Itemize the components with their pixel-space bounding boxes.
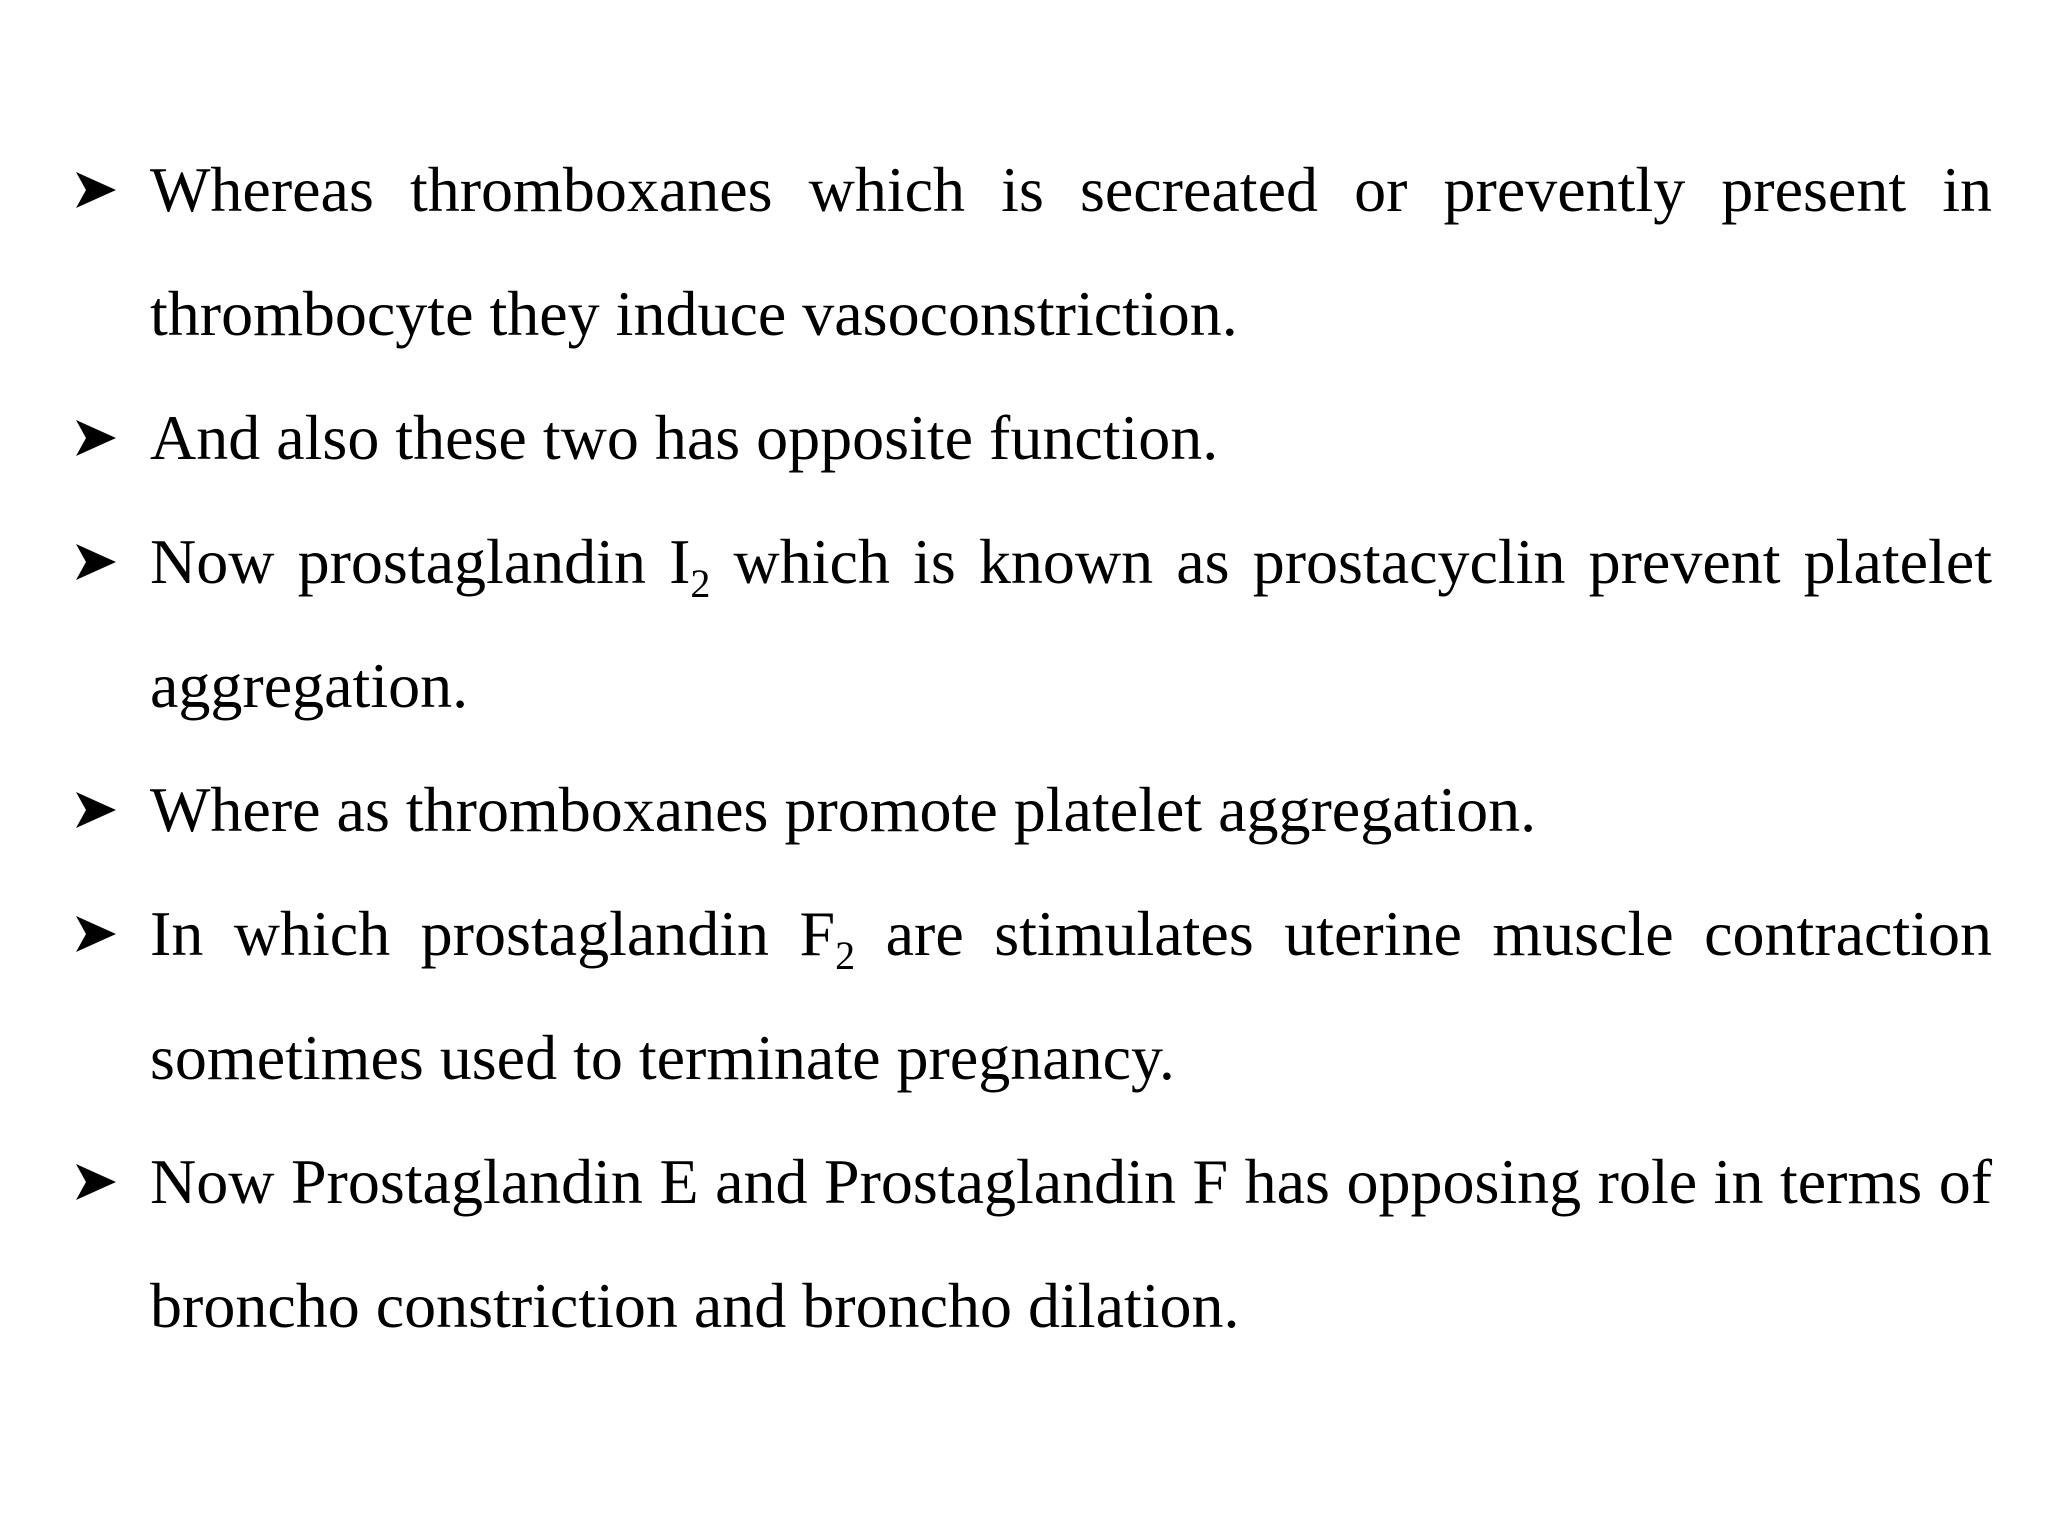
- bullet-item: [72, 128, 1992, 376]
- bullet-item: [72, 376, 1992, 500]
- arrowhead-bullet-icon: [72, 1158, 120, 1206]
- arrowhead-bullet-icon: [72, 910, 120, 958]
- bullet-item: [72, 872, 1992, 1120]
- bullet-text-before: In which prostaglandin F: [150, 898, 836, 969]
- bullet-text: Where as thromboxanes promote platelet aggregation.: [150, 774, 1537, 845]
- bullet-list: [72, 128, 1992, 1368]
- bullet-text: Now Prostaglandin E and Prostaglandin F has opposing role in terms of broncho constriction and broncho dilation.: [150, 1146, 1992, 1341]
- arrowhead-bullet-icon: [72, 538, 120, 586]
- arrowhead-bullet-icon: [72, 414, 120, 462]
- bullet-item: [72, 1120, 1992, 1368]
- bullet-item: [72, 748, 1992, 872]
- bullet-text-after: are stimulates uterine muscle contraction sometimes used to terminate pregnancy.: [150, 898, 1993, 1093]
- subscript: 2: [690, 561, 711, 606]
- bullet-text: Whereas thromboxanes which is secreated or prevently present in thrombocyte they induce vasoconstriction.: [150, 154, 1992, 349]
- subscript: 2: [835, 933, 856, 978]
- bullet-text: And also these two has opposite function.: [150, 402, 1219, 473]
- arrowhead-bullet-icon: [72, 786, 120, 834]
- bullet-text-before: Now prostaglandin I: [150, 526, 691, 597]
- bullet-item: [72, 500, 1992, 748]
- arrowhead-bullet-icon: [72, 166, 120, 214]
- bullet-text-after: which is known as prostacyclin prevent platelet aggregation.: [150, 526, 1993, 721]
